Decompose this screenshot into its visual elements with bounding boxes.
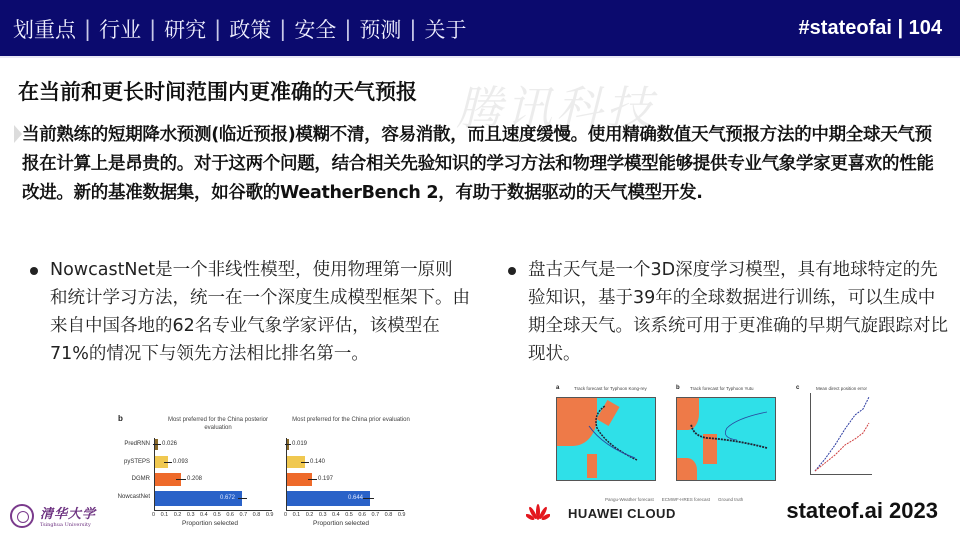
bar-value: 0.093 (173, 459, 189, 465)
tsinghua-name-cn: 清华大学 (40, 507, 97, 522)
legend-item: ECMWF-HRES forecast (661, 497, 710, 502)
typhoon-map-a (556, 397, 656, 481)
category-label: PredRNN (124, 441, 150, 447)
tick: 0.4 (200, 512, 208, 518)
tick: 0.9 (265, 512, 274, 518)
tick: 0.7 (239, 512, 248, 518)
track-lines (677, 398, 776, 481)
tick: 0.4 (332, 512, 340, 518)
huawei-petal-icon (526, 504, 550, 522)
bullet-dot-icon (508, 267, 516, 275)
posterior-chart (110, 410, 275, 532)
tick: 0.2 (173, 512, 182, 518)
tsinghua-logo (10, 503, 96, 528)
nav-item-safety[interactable]: 安全 (294, 18, 337, 42)
typhoon-map-b (676, 397, 776, 481)
figure-legend (605, 497, 743, 502)
error-bar (238, 498, 247, 499)
error-bar (301, 462, 309, 463)
nav-item-predictions[interactable]: 预测 (359, 18, 402, 42)
x-axis-label: Proportion selected (313, 520, 370, 527)
category-label: DGMR (131, 476, 150, 482)
footer-brand: stateof.ai 2023 (786, 498, 938, 523)
tick: 0.6 (226, 512, 234, 518)
bullet-nowcastnet (30, 256, 470, 368)
error-bar (153, 444, 161, 445)
legend-item: Ground truth (717, 497, 744, 502)
track-lines (557, 398, 656, 481)
x-axis (286, 510, 404, 511)
position-error-chart (810, 393, 872, 475)
nav-item-research[interactable]: 研究 (164, 18, 207, 42)
section-nav (10, 14, 469, 44)
panel-letter: a (556, 385, 560, 391)
bullet-text: 盘古天气是一个3D深度学习模型，具有地球特定的先验知识，基于39年的全球数据进行训练，可以生成中期全球天气。该系统可用于更准确的早期气旋跟踪对比现状。 (528, 260, 948, 364)
tick: 0.5 (213, 512, 221, 518)
top-banner (0, 0, 960, 58)
huawei-cloud-text: HUAWEI CLOUD (568, 505, 676, 521)
tick: 0 (284, 512, 288, 518)
error-lines (811, 393, 873, 475)
bar-value: 0.197 (318, 476, 334, 482)
chart-title: Mean direct position error (816, 386, 868, 391)
nav-item-policy[interactable]: 政策 (229, 18, 272, 42)
tick: 0.1 (292, 512, 301, 518)
x-axis (154, 510, 272, 511)
chart-title: Most preferred for the China prior evaluation (292, 417, 410, 423)
nav-item-highlights[interactable]: 划重点 (13, 18, 76, 42)
tick: 0.6 (358, 512, 366, 518)
panel-letter: b (676, 385, 680, 391)
x-ticks (152, 512, 273, 518)
panel-label: b (118, 414, 123, 423)
nowcastnet-chart (110, 410, 420, 532)
x-ticks (284, 512, 405, 518)
tick: 0.7 (371, 512, 380, 518)
tsinghua-seal-icon (10, 504, 34, 528)
error-bar (285, 444, 291, 445)
nav-item-about[interactable]: 关于 (424, 18, 467, 42)
tick: 0.9 (397, 512, 406, 518)
slide-tag: #stateofai | 104 (798, 17, 942, 39)
legend-item: Pangu-Weather forecast (605, 497, 654, 502)
triangle-bullet-icon (14, 125, 22, 143)
nav-separator: | (409, 17, 417, 41)
category-label: pySTEPS (123, 459, 150, 465)
pangu-weather-figure (540, 383, 880, 498)
bar-value: 0.672 (220, 495, 236, 501)
bullet-pangu (508, 256, 948, 368)
bar-value: 0.644 (348, 495, 364, 501)
watermark: 腾讯科技 (456, 81, 656, 135)
nav-separator: | (149, 17, 157, 41)
huawei-cloud-logo (526, 504, 676, 522)
tick: 0.2 (305, 512, 314, 518)
nav-separator: | (214, 17, 222, 41)
panel-letter: c (796, 385, 800, 391)
tick: 0 (152, 512, 156, 518)
page-title: 在当前和更长时间范围内更准确的天气预报 (18, 80, 417, 104)
nav-separator: | (279, 17, 287, 41)
prior-chart (275, 410, 420, 532)
error-bar (164, 462, 172, 463)
bar-value: 0.019 (292, 441, 308, 447)
nav-separator: | (344, 17, 352, 41)
x-axis-label: Proportion selected (182, 520, 239, 527)
tick: 0.5 (345, 512, 353, 518)
tick: 0.1 (160, 512, 169, 518)
error-bar (308, 479, 317, 480)
error-bar (176, 479, 186, 480)
bar-value: 0.208 (187, 476, 203, 482)
nav-separator: | (84, 17, 92, 41)
tsinghua-name-en: Tsinghua University (40, 522, 91, 528)
lead-paragraph: 当前熟练的短期降水预测(临近预报)模糊不清，容易消散，而且速度缓慢。使用精确数值天气预报方法的中期全球天气预报在计算上是昂贵的。对于这两个问题，结合相关先验知识的学习方法和物理学模型能够提供专业气象学家更喜欢的性能改进。新的基准数据集，如谷歌的WeatherBench 2，有助于数据驱动的天气模型开发. (22, 125, 934, 203)
bar-value: 0.140 (310, 459, 326, 465)
bullet-dot-icon (30, 267, 38, 275)
map-title: Track forecast for Typhoon Yutu (690, 386, 754, 391)
bullet-text: NowcastNet是一个非线性模型，使用物理第一原则和统计学习方法，统一在一个深度生成模型框架下。由来自中国各地的62名专业气象学家评估，该模型在71%的情况下与领先方法相比排名第一。 (50, 260, 470, 364)
nav-item-industry[interactable]: 行业 (99, 18, 142, 42)
error-bar (363, 498, 374, 499)
tick: 0.8 (252, 512, 261, 518)
chart-title: Most preferred for the China posterior evaluation (167, 417, 269, 431)
tick: 0.8 (384, 512, 393, 518)
tick: 0.3 (186, 512, 195, 518)
map-title: Track forecast for Typhoon Kong-rey (574, 386, 647, 391)
bar-value: 0.026 (162, 441, 178, 447)
category-label: NowcastNet (117, 494, 150, 500)
tick: 0.3 (318, 512, 327, 518)
